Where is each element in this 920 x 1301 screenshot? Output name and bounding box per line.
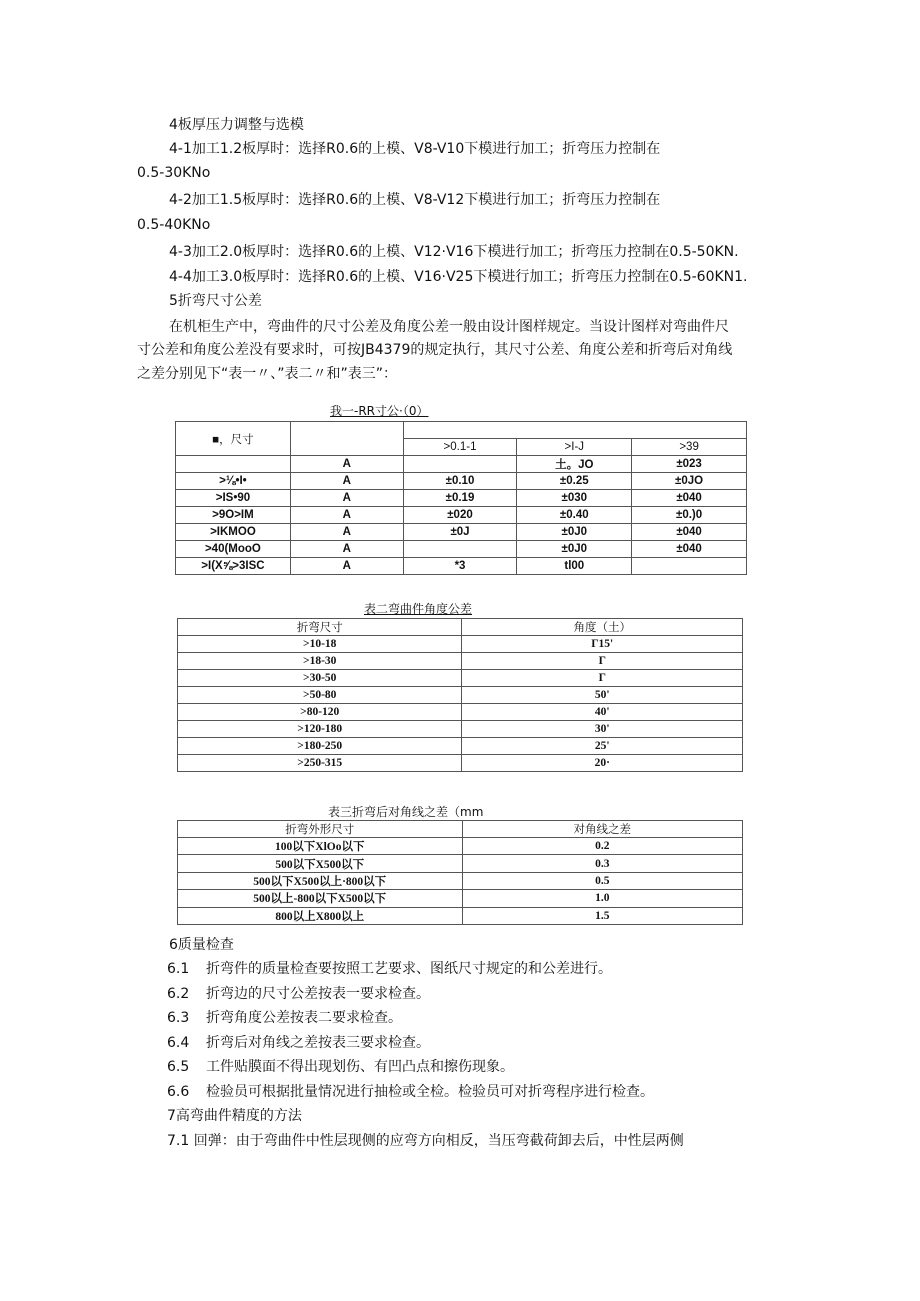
table-cell: Γ — [462, 670, 743, 687]
table-cell: ±0.25 — [517, 473, 632, 490]
table-cell: 0.3 — [462, 855, 743, 872]
table-cell: A — [290, 456, 403, 473]
table-cell: 25' — [462, 738, 743, 755]
item-number: 6.3 — [167, 1010, 190, 1026]
table-cell: A — [290, 524, 403, 541]
table-diagonal-difference — [177, 820, 743, 925]
table-cell: 30' — [462, 721, 743, 738]
table-row — [176, 507, 747, 524]
table-row — [178, 670, 743, 687]
table-cell: 50' — [462, 687, 743, 704]
table-cell: >50-80 — [178, 687, 462, 704]
table-row — [178, 687, 743, 704]
table-cell: >18-30 — [178, 653, 462, 670]
paragraph: 在机柜生产中，弯曲件的尺寸公差及角度公差一般由设计图样规定。当设计图样对弯曲件尺 — [169, 319, 729, 335]
table-cell: >180-250 — [178, 738, 462, 755]
table-cell — [176, 456, 291, 473]
table-cell: 40' — [462, 704, 743, 721]
paragraph: 0.5-30KNo — [137, 165, 211, 181]
table-cell: A — [290, 507, 403, 524]
paragraph: 寸公差和角度公差没有要求时，可按JB4379的规定执行，其尺寸公差、角度公差和折弯后对角线 — [137, 342, 733, 358]
table-cell: >30-50 — [178, 670, 462, 687]
paragraph: 0.5-40KNo — [137, 217, 211, 233]
table-cell: ±023 — [632, 456, 747, 473]
paragraph: 4-4加工3.0板厚时：选择R0.6的上模、V16·V25下模进行加工；折弯压力控制在0.5-60KN1. — [169, 269, 748, 285]
item-number: 6.2 — [167, 985, 190, 1002]
item-number: 6.4 — [167, 1034, 190, 1051]
table-cell: 500以下X500以下 — [178, 855, 463, 872]
list-item: 折弯件的质量检查要按照工艺要求、图纸尺寸规定的和公差进行。 — [206, 961, 612, 977]
table-cell: Γ15' — [462, 636, 743, 653]
table-row — [178, 855, 743, 872]
table-cell: >IKMOO — [176, 524, 291, 541]
header-cell: 对角线之差 — [462, 821, 743, 838]
table-cell: ±020 — [403, 507, 517, 524]
table-cell: 土。JO — [517, 456, 632, 473]
table-row — [176, 558, 747, 575]
table-row — [178, 636, 743, 653]
table-row — [178, 738, 743, 755]
list-item: 折弯后对角线之差按表三要求检查。 — [206, 1034, 430, 1051]
table-cell — [632, 558, 747, 575]
table3-caption: 表三折弯后对角线之差（mm — [328, 805, 484, 819]
list-item: 折弯边的尺寸公差按表一要求检查。 — [206, 985, 430, 1002]
table-row — [178, 704, 743, 721]
table-cell: A — [290, 558, 403, 575]
item-number: 6.6 — [167, 1083, 190, 1100]
table-dimension-tolerance — [175, 421, 747, 575]
table-cell: 500以下X500以上·800以下 — [178, 872, 463, 889]
header-cell: 角度（土） — [462, 619, 743, 636]
table-cell: 0.2 — [462, 838, 743, 855]
list-item: 工件贴膜面不得出现划伤、有凹凸点和擦伤现象。 — [206, 1059, 514, 1075]
list-item: 检验员可根据批量情况进行抽检或全检。检验员可对折弯程序进行检查。 — [206, 1083, 654, 1100]
table-cell: >9O>IM — [176, 507, 291, 524]
table-cell: 500以上-800以下X500以下 — [178, 890, 463, 907]
header-cell: 折弯外形尺寸 — [178, 821, 463, 838]
header-cell — [290, 422, 403, 456]
table-cell: ±0.19 — [403, 490, 517, 507]
table-cell: ±0.10 — [403, 473, 517, 490]
table-row — [178, 838, 743, 855]
table-cell: >⅛•I• — [176, 473, 291, 490]
table-cell: 0.5 — [462, 872, 743, 889]
table-cell: ±040 — [632, 541, 747, 558]
table-cell: >80-120 — [178, 704, 462, 721]
table-row — [178, 653, 743, 670]
table-row — [178, 907, 743, 924]
list-item: 折弯角度公差按表二要求检查。 — [206, 1010, 402, 1026]
table-row — [176, 524, 747, 541]
header-cell: >39 — [632, 439, 747, 456]
header-cell: ■，尺寸 — [176, 422, 291, 456]
table-cell: *3 — [403, 558, 517, 575]
table-cell: >IS•90 — [176, 490, 291, 507]
table-cell: 1.5 — [462, 907, 743, 924]
table-cell: A — [290, 490, 403, 507]
table-cell — [403, 456, 517, 473]
table1-caption: 我一-RR寸公·（0） — [330, 404, 429, 418]
paragraph: 4-3加工2.0板厚时：选择R0.6的上模、V12·V16下模进行加工；折弯压力控制在0.5-50KN. — [169, 244, 739, 260]
table-cell: A — [290, 473, 403, 490]
table-cell: 20· — [462, 755, 743, 772]
table-cell: 800以上X800以上 — [178, 907, 463, 924]
paragraph: 4-1加工1.2板厚时：选择R0.6的上模、V8-V10下模进行加工；折弯压力控制在 — [169, 141, 661, 157]
table2-caption: 表二弯曲件角度公差 — [364, 602, 473, 616]
table-cell: ±040 — [632, 490, 747, 507]
header-cell: >0.1-1 — [403, 439, 517, 456]
table-cell: ±0.)0 — [632, 507, 747, 524]
table-cell: ±040 — [632, 524, 747, 541]
table-cell: 100以下XlOo以下 — [178, 838, 463, 855]
table-cell: >10-18 — [178, 636, 462, 653]
table-row — [176, 541, 747, 558]
table-row — [178, 755, 743, 772]
section-4-title: 4板厚压力调整与选模 — [169, 117, 304, 133]
item-number: 6.5 — [167, 1059, 190, 1075]
table-row — [178, 872, 743, 889]
section-7-title: 7高弯曲件精度的方法 — [167, 1108, 302, 1124]
table-row — [176, 456, 747, 473]
table-cell: Γ — [462, 653, 743, 670]
table-cell: ±0J — [403, 524, 517, 541]
item-number: 6.1 — [167, 961, 190, 977]
table-row — [176, 490, 747, 507]
table-row — [178, 721, 743, 738]
header-cell — [403, 422, 746, 439]
table-cell: 1.0 — [462, 890, 743, 907]
table-cell: A — [290, 541, 403, 558]
table-cell: >40(MooO — [176, 541, 291, 558]
paragraph: 之差分别见下“表一〃、”表二〃和”表三”： — [137, 366, 398, 382]
table-cell: >250-315 — [178, 755, 462, 772]
paragraph: 4-2加工1.5板厚时：选择R0.6的上模、V8-V12下模进行加工；折弯压力控制在 — [169, 192, 661, 208]
header-cell: 折弯尺寸 — [178, 619, 462, 636]
table-cell — [403, 541, 517, 558]
section-5-title: 5折弯尺寸公差 — [169, 293, 262, 309]
table-cell: ±030 — [517, 490, 632, 507]
table-cell: ±0J0 — [517, 524, 632, 541]
table-cell: >120-180 — [178, 721, 462, 738]
table-angle-tolerance — [177, 618, 743, 772]
table-cell: ±0JO — [632, 473, 747, 490]
table-row — [176, 473, 747, 490]
paragraph: 7.1 回弹：由于弯曲件中性层现侧的应弯方向相反，当压弯截荷卸去后，中性层两侧 — [167, 1133, 684, 1149]
section-6-title: 6质量检查 — [169, 937, 234, 953]
table-row — [178, 890, 743, 907]
table-cell: ±0J0 — [517, 541, 632, 558]
table-cell: ±0.40 — [517, 507, 632, 524]
table-cell: tl00 — [517, 558, 632, 575]
header-cell: >I-J — [517, 439, 632, 456]
table-cell: >I(X⅝>3ISC — [176, 558, 291, 575]
